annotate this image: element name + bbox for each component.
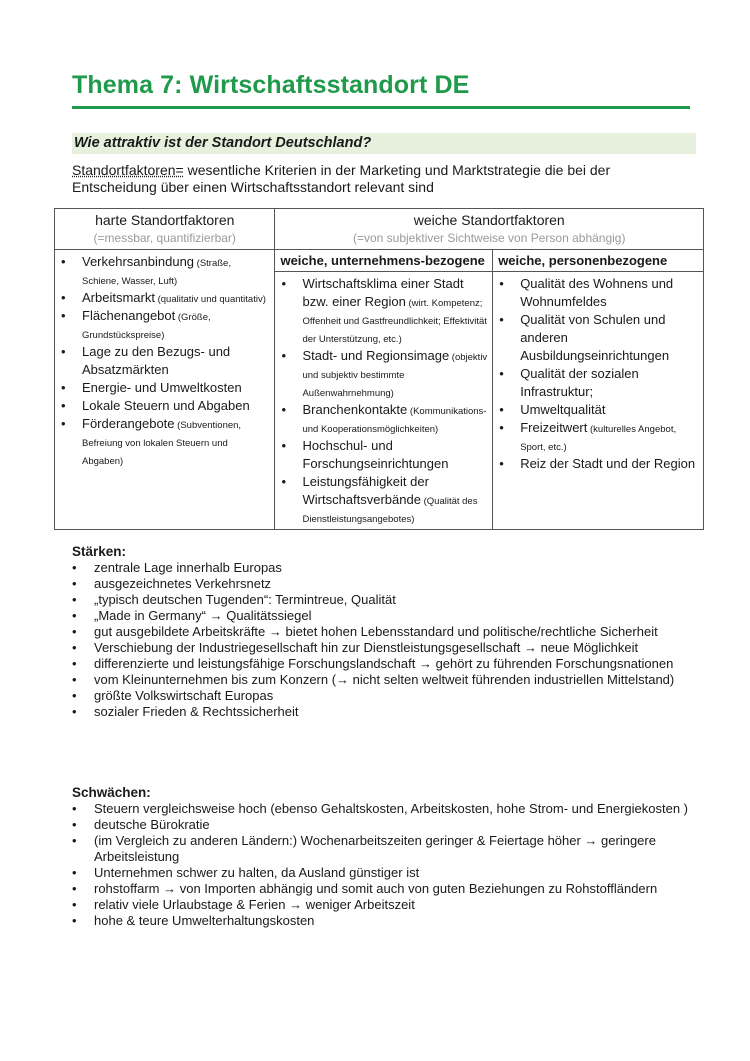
factor-label: Freizeitwert	[520, 420, 588, 435]
factor-item	[498, 275, 698, 311]
factor-label: Reiz der Stadt und der Region	[520, 456, 696, 471]
factor-item	[60, 415, 269, 469]
factor-label: Wirtschaftsklima einer Stadt bzw. einer Region	[302, 276, 464, 309]
factor-item	[498, 365, 698, 401]
factor-label: Umweltqualität	[520, 402, 606, 417]
list-item: • Steuern vergleichsweise hoch (ebenso Gehaltskosten, Arbeitskosten, hohe Strom- und Energiekosten )	[72, 801, 692, 817]
title-underline	[72, 106, 690, 109]
hard-factors-header	[55, 209, 275, 250]
factor-item	[498, 419, 698, 455]
factor-item	[60, 307, 269, 343]
table-header-row	[55, 209, 704, 250]
list-item: • ausgezeichnetes Verkehrsnetz	[72, 576, 692, 592]
hard-factors-list	[60, 253, 269, 469]
weaknesses-heading: Schwächen:	[72, 785, 151, 800]
factor-label: Leistungsfähigkeit der Wirtschaftsverbände	[302, 474, 429, 507]
factor-item	[498, 401, 698, 419]
factor-item	[60, 343, 269, 379]
factor-item	[498, 455, 698, 473]
factor-detail: (Subventionen, Befreiung von lokalen Steuern und Abgaben)	[82, 420, 242, 467]
factor-label: Förderangebote	[82, 416, 175, 431]
factor-detail: (Größe, Grundstückspreise)	[82, 312, 211, 341]
soft-factors-title: weiche Standortfaktoren	[413, 212, 565, 228]
section-question: Wie attraktiv ist der Standort Deutschland?	[72, 133, 696, 154]
list-item: • relativ viele Urlaubstage & Ferien → weniger Arbeitszeit	[72, 897, 692, 913]
factor-detail: (qualitativ und quantitativ)	[154, 294, 266, 305]
person-factors-cell	[493, 272, 704, 530]
hard-factors-title: harte Standortfaktoren	[95, 212, 235, 228]
list-item: • rohstoffarm → von Importen abhängig und somit auch von guten Beziehungen zu Rohstoffländern	[72, 881, 692, 897]
factor-item	[60, 289, 269, 307]
weaknesses-list	[72, 801, 692, 929]
factor-label: Verkehrsanbindung	[82, 254, 195, 269]
list-item: • größte Volkswirtschaft Europas	[72, 688, 692, 704]
factor-item	[60, 397, 269, 415]
factor-item	[280, 347, 487, 401]
factor-item	[498, 311, 698, 365]
factor-detail: (Kommunikations- und Kooperationsmöglichkeiten)	[302, 406, 487, 435]
factor-label: Stadt- und Regionsimage	[302, 348, 450, 363]
factor-item	[280, 473, 487, 527]
page-title: Thema 7: Wirtschaftsstandort DE	[72, 71, 470, 99]
soft-factors-subtitle: (=von subjektiver Sichtweise von Person abhängig)	[352, 231, 626, 245]
factor-detail: (Qualität des Dienstleistungsangebotes)	[302, 496, 478, 525]
factor-detail: (Straße, Schiene, Wasser, Luft)	[82, 258, 231, 287]
factor-item	[280, 275, 487, 347]
list-item: • differenzierte und leistungsfähige Forschungslandschaft → gehört zu führenden Forschungsnationen	[72, 656, 692, 672]
strengths-section	[72, 543, 692, 720]
hard-factors-subtitle: (=messbar, quantifizierbar)	[93, 231, 236, 245]
person-factors-list	[498, 275, 698, 473]
definition-term: Standortfaktoren=	[72, 162, 184, 178]
list-item: • deutsche Bürokratie	[72, 817, 692, 833]
person-factors-header: weiche, personenbezogene	[493, 250, 704, 272]
list-item: • „typisch deutschen Tugenden“: Termintreue, Qualität	[72, 592, 692, 608]
factor-label: Flächenangebot	[82, 308, 176, 323]
factor-detail: (kulturelles Angebot, Sport, etc.)	[520, 424, 677, 453]
strengths-heading: Stärken:	[72, 544, 127, 559]
hard-factors-cell	[55, 250, 275, 530]
factor-label: Lokale Steuern und Abgaben	[82, 398, 250, 413]
list-item: • „Made in Germany“ → Qualitätssiegel	[72, 608, 692, 624]
factor-label: Arbeitsmarkt	[82, 290, 155, 305]
location-factors-table	[54, 208, 704, 530]
factor-label: Qualität des Wohnens und Wohnumfeldes	[520, 276, 674, 309]
factor-detail: (wirt. Kompetenz; Offenheit und Gastfreundlichkeit; Effektivität der Unterstützung, etc.)	[302, 298, 487, 345]
strengths-list	[72, 560, 692, 720]
list-item: • hohe & teure Umwelterhaltungskosten	[72, 913, 692, 929]
list-item: • (im Vergleich zu anderen Ländern:) Wochenarbeitszeiten geringer & Feiertage höher → geringere Arbeitsleistung	[72, 833, 692, 865]
list-item: • gut ausgebildete Arbeitskräfte → bietet hohen Lebensstandard und politische/rechtliche Sicherheit	[72, 624, 692, 640]
list-item: • zentrale Lage innerhalb Europas	[72, 560, 692, 576]
definition-paragraph	[72, 162, 696, 196]
factor-label: Qualität von Schulen und anderen Ausbildungseinrichtungen	[520, 312, 670, 363]
definition-text: wesentliche Kriterien in der Marketing und Marktstrategie die bei der Entscheidung über einen Wirtschaftsstandort relevant sind	[72, 162, 611, 195]
factor-label: Hochschul- und Forschungseinrichtungen	[302, 438, 449, 471]
factor-label: Qualität der sozialen Infrastruktur;	[520, 366, 639, 399]
list-item: • vom Kleinunternehmen bis zum Konzern (→ nicht selten weltweit führenden industriellen Mittelstand)	[72, 672, 692, 688]
list-item: • Unternehmen schwer zu halten, da Ausland günstiger ist	[72, 865, 692, 881]
company-factors-header: weiche, unternehmens-bezogene	[275, 250, 493, 272]
factor-label: Branchenkontakte	[302, 402, 408, 417]
factor-item	[60, 253, 269, 289]
factor-item	[60, 379, 269, 397]
factor-item	[280, 437, 487, 473]
document-header	[72, 70, 696, 196]
factor-detail: (objektiv und subjektiv bestimmte Außenwahrnehmung)	[302, 352, 488, 399]
company-factors-cell	[275, 272, 493, 530]
company-factors-list	[280, 275, 487, 527]
list-item: • sozialer Frieden & Rechtssicherheit	[72, 704, 692, 720]
soft-factors-header	[275, 209, 704, 250]
factor-item	[280, 401, 487, 437]
list-item: • Verschiebung der Industriegesellschaft hin zur Dienstleistungsgesellschaft → neue Möglichkeit	[72, 640, 692, 656]
table-body-row	[55, 250, 704, 272]
factor-label: Energie- und Umweltkosten	[82, 380, 242, 395]
weaknesses-section	[72, 784, 692, 929]
factor-label: Lage zu den Bezugs- und Absatzmärkten	[82, 344, 231, 377]
